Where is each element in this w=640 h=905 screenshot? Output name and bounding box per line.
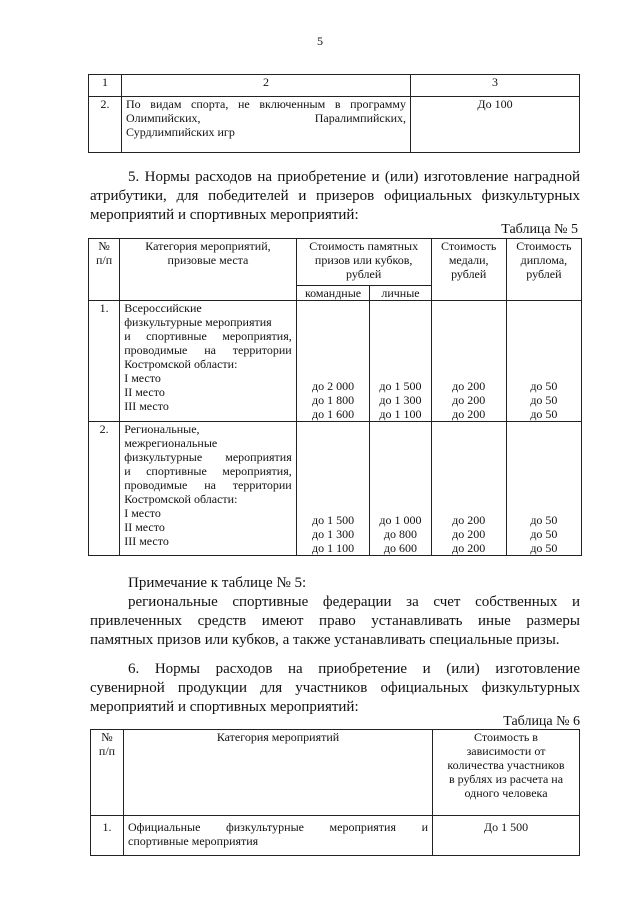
row-value: До 100 bbox=[411, 97, 580, 153]
table-row bbox=[89, 301, 582, 422]
header-category: Категория мероприятий bbox=[124, 730, 433, 816]
row-number: 2. bbox=[89, 97, 122, 153]
row-diploma-values: до 50 до 50 до 50 bbox=[506, 422, 581, 556]
table-5 bbox=[88, 238, 582, 556]
row-diploma-values: до 50 до 50 до 50 bbox=[506, 301, 581, 422]
table-6 bbox=[90, 729, 580, 856]
header-personal: личные bbox=[370, 286, 431, 301]
note-5-text: региональные спортивные федерации за счет собственных и привлеченных средств имеют право устанавливать иные размеры памятных призов или кубков, а также устанавливать специальные призы. bbox=[90, 594, 580, 648]
note-5-title: Примечание к таблице № 5: bbox=[128, 575, 307, 591]
row-team-values: до 2 000 до 1 800 до 1 600 bbox=[296, 301, 370, 422]
header-cost: Стоимость в зависимости от количества участников в рублях из расчета на одного человека bbox=[433, 730, 580, 816]
header-category: Категория мероприятий, призовые места bbox=[120, 239, 297, 301]
header-col-1: 1 bbox=[89, 75, 122, 97]
header-medals: Стоимость медали, рублей bbox=[431, 239, 506, 301]
row-personal-values: до 1 000 до 800 до 600 bbox=[370, 422, 431, 556]
header-diploma: Стоимость диплома, рублей bbox=[506, 239, 581, 301]
header-team: командные bbox=[296, 286, 370, 301]
header-col-2: 2 bbox=[122, 75, 411, 97]
row-team-values: до 1 500 до 1 300 до 1 100 bbox=[296, 422, 370, 556]
row-number: 2. bbox=[89, 422, 120, 556]
header-number: № п/п bbox=[89, 239, 120, 301]
row-description: По видам спорта, не включенным в программу Олимпийских, Паралимпийских, Сурдлимпийских игр bbox=[122, 97, 411, 153]
header-number: № п/п bbox=[91, 730, 124, 816]
header-prizes: Стоимость памятных призов или кубков, рублей bbox=[296, 239, 431, 286]
section-5-paragraph: 5. Нормы расходов на приобретение и (или) изготовление наградной атрибутики, для победителей и призеров официальных физкультурных мероприятий и спортивных мероприятий: bbox=[90, 169, 580, 223]
row-value: До 1 500 bbox=[433, 816, 580, 856]
row-description: Всероссийские физкультурные мероприятия и спортивные мероприятия, проводимые на территории Костромской области: I место II место III место bbox=[120, 301, 297, 422]
table-6-caption: Таблица № 6 bbox=[503, 714, 580, 729]
row-number: 1. bbox=[91, 816, 124, 856]
page-number: 5 bbox=[317, 34, 323, 48]
row-description: Официальные физкультурные мероприятия и спортивные мероприятия bbox=[124, 816, 433, 856]
row-medal-values: до 200 до 200 до 200 bbox=[431, 301, 506, 422]
header-col-3: 3 bbox=[411, 75, 580, 97]
row-personal-values: до 1 500 до 1 300 до 1 100 bbox=[370, 301, 431, 422]
row-description: Региональные, межрегиональные физкультурные мероприятия и спортивные мероприятия, проводимые на территории Костромской области: I место II место III место bbox=[120, 422, 297, 556]
table-previous-continuation bbox=[88, 74, 580, 153]
table-5-caption: Таблица № 5 bbox=[501, 222, 578, 237]
row-number: 1. bbox=[89, 301, 120, 422]
section-6-paragraph: 6. Нормы расходов на приобретение и (или) изготовление сувенирной продукции для участников официальных физкультурных мероприятий и спортивных мероприятий: bbox=[90, 661, 580, 715]
table-row bbox=[89, 422, 582, 556]
table-row bbox=[91, 816, 580, 856]
row-medal-values: до 200 до 200 до 200 bbox=[431, 422, 506, 556]
